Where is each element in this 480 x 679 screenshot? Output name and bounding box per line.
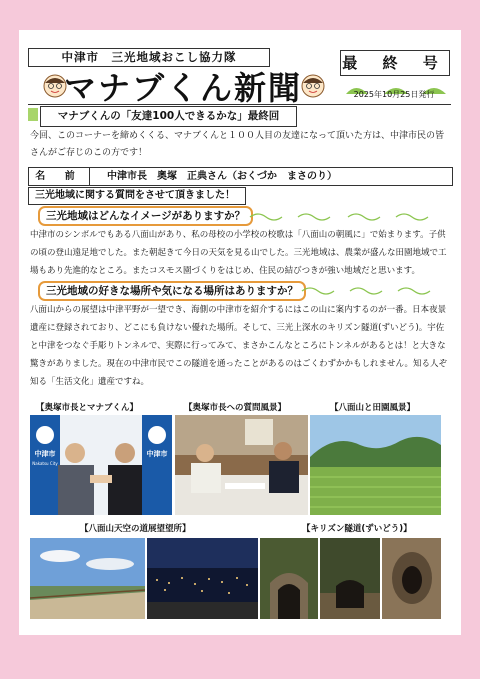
- question-1: 三光地域はどんなイメージがありますか？: [38, 206, 253, 226]
- photo-caption-4: 【八面山天空の道展望望所】: [80, 524, 191, 534]
- name-label: 名 前: [29, 168, 90, 185]
- photo-caption-5: 【キリズン隧道(ずいどう)】: [302, 524, 412, 534]
- photo-caption-1: 【奥塚市長とマナブくん】: [36, 403, 139, 413]
- answer-2: 八面山からの展望は中津平野が一望でき、海側の中津市を紹介するにはこの山に案内するのが一番。日本夜景遺産に登録されており、どこにも負けない優れた場所。そして、三光上深水のキリズン隧道(ずいどう)。宇佐と中津をつなぐ手彫りトンネルで、実際に行ってみて、まさかこんなところにトンネルがあるとは！と大きな驚きがありました。現在の中津市民でこの隧道を通ったことがあるのはごくわずかかもしれません。知る人ぞ知る「生活文化」遺産ですね。: [30, 305, 448, 387]
- intro-text: 今回、このコーナーを締めくくる、マナブくんと１００人目の友達になって頂いた方は、中津市民の皆さんがご存じのこの方です！: [30, 131, 445, 158]
- answer-1: 中津市のシンボルでもある八面山があり、私の母校の小学校の校歌は「八面山の朝風に」で始まります。子供の頃の登山遠足地でした。また朝起きて今日の天気を見る山でした。三光地域は、農業が盛んな田園地域で工場もあり先進的なところ。またコスモス園づくりをはじめ、住民の結びつきが強い地域だと思います。: [30, 230, 447, 276]
- city-banner-text: 中津市: [34, 450, 56, 458]
- question-2: 三光地域の好きな場所や気になる場所はありますか？: [38, 281, 306, 301]
- photo-mayor-and-manabu: [30, 415, 172, 515]
- newspaper-title: マナブくん新聞: [64, 69, 303, 107]
- photo-hachimenzan-fields: [310, 415, 441, 515]
- organization-label: 中津市 三光地域おこし協力隊: [28, 48, 270, 67]
- section-title: 三光地域に関する質問をさせて頂きました！: [28, 187, 246, 205]
- photo-interview-scene: [175, 415, 308, 515]
- photo-tunnel-1: [260, 538, 318, 619]
- name-value: 中津市長 奥塚 正典さん（おくづか まさのり）: [107, 171, 337, 182]
- vine-decoration-icon: [280, 283, 450, 295]
- newspaper-title-wrap: [64, 68, 303, 108]
- photo-caption-3: 【八面山と田園風景】: [330, 403, 416, 413]
- city-banner-text: 中津市: [146, 450, 168, 458]
- city-banner-en: Nakatsu City: [32, 461, 58, 466]
- vine-decoration-icon: [248, 209, 448, 221]
- subtitle-accent: [28, 108, 38, 121]
- final-issue-label: 最 終 号: [340, 50, 450, 76]
- name-bar: [28, 167, 453, 186]
- photo-tunnel-2: [320, 538, 380, 619]
- manabu-face-right: [298, 72, 328, 106]
- photo-observatory-night: [147, 538, 258, 619]
- photo-tunnel-3: [382, 538, 441, 619]
- photo-caption-2: 【奥塚市長への質問風景】: [184, 403, 287, 413]
- photo-observatory-day: [30, 538, 145, 619]
- issue-date: 2025年10月25日発行: [353, 90, 435, 99]
- subtitle: マナブくんの「友達100人できるかな」最終回: [40, 106, 297, 127]
- header-divider: [28, 104, 451, 105]
